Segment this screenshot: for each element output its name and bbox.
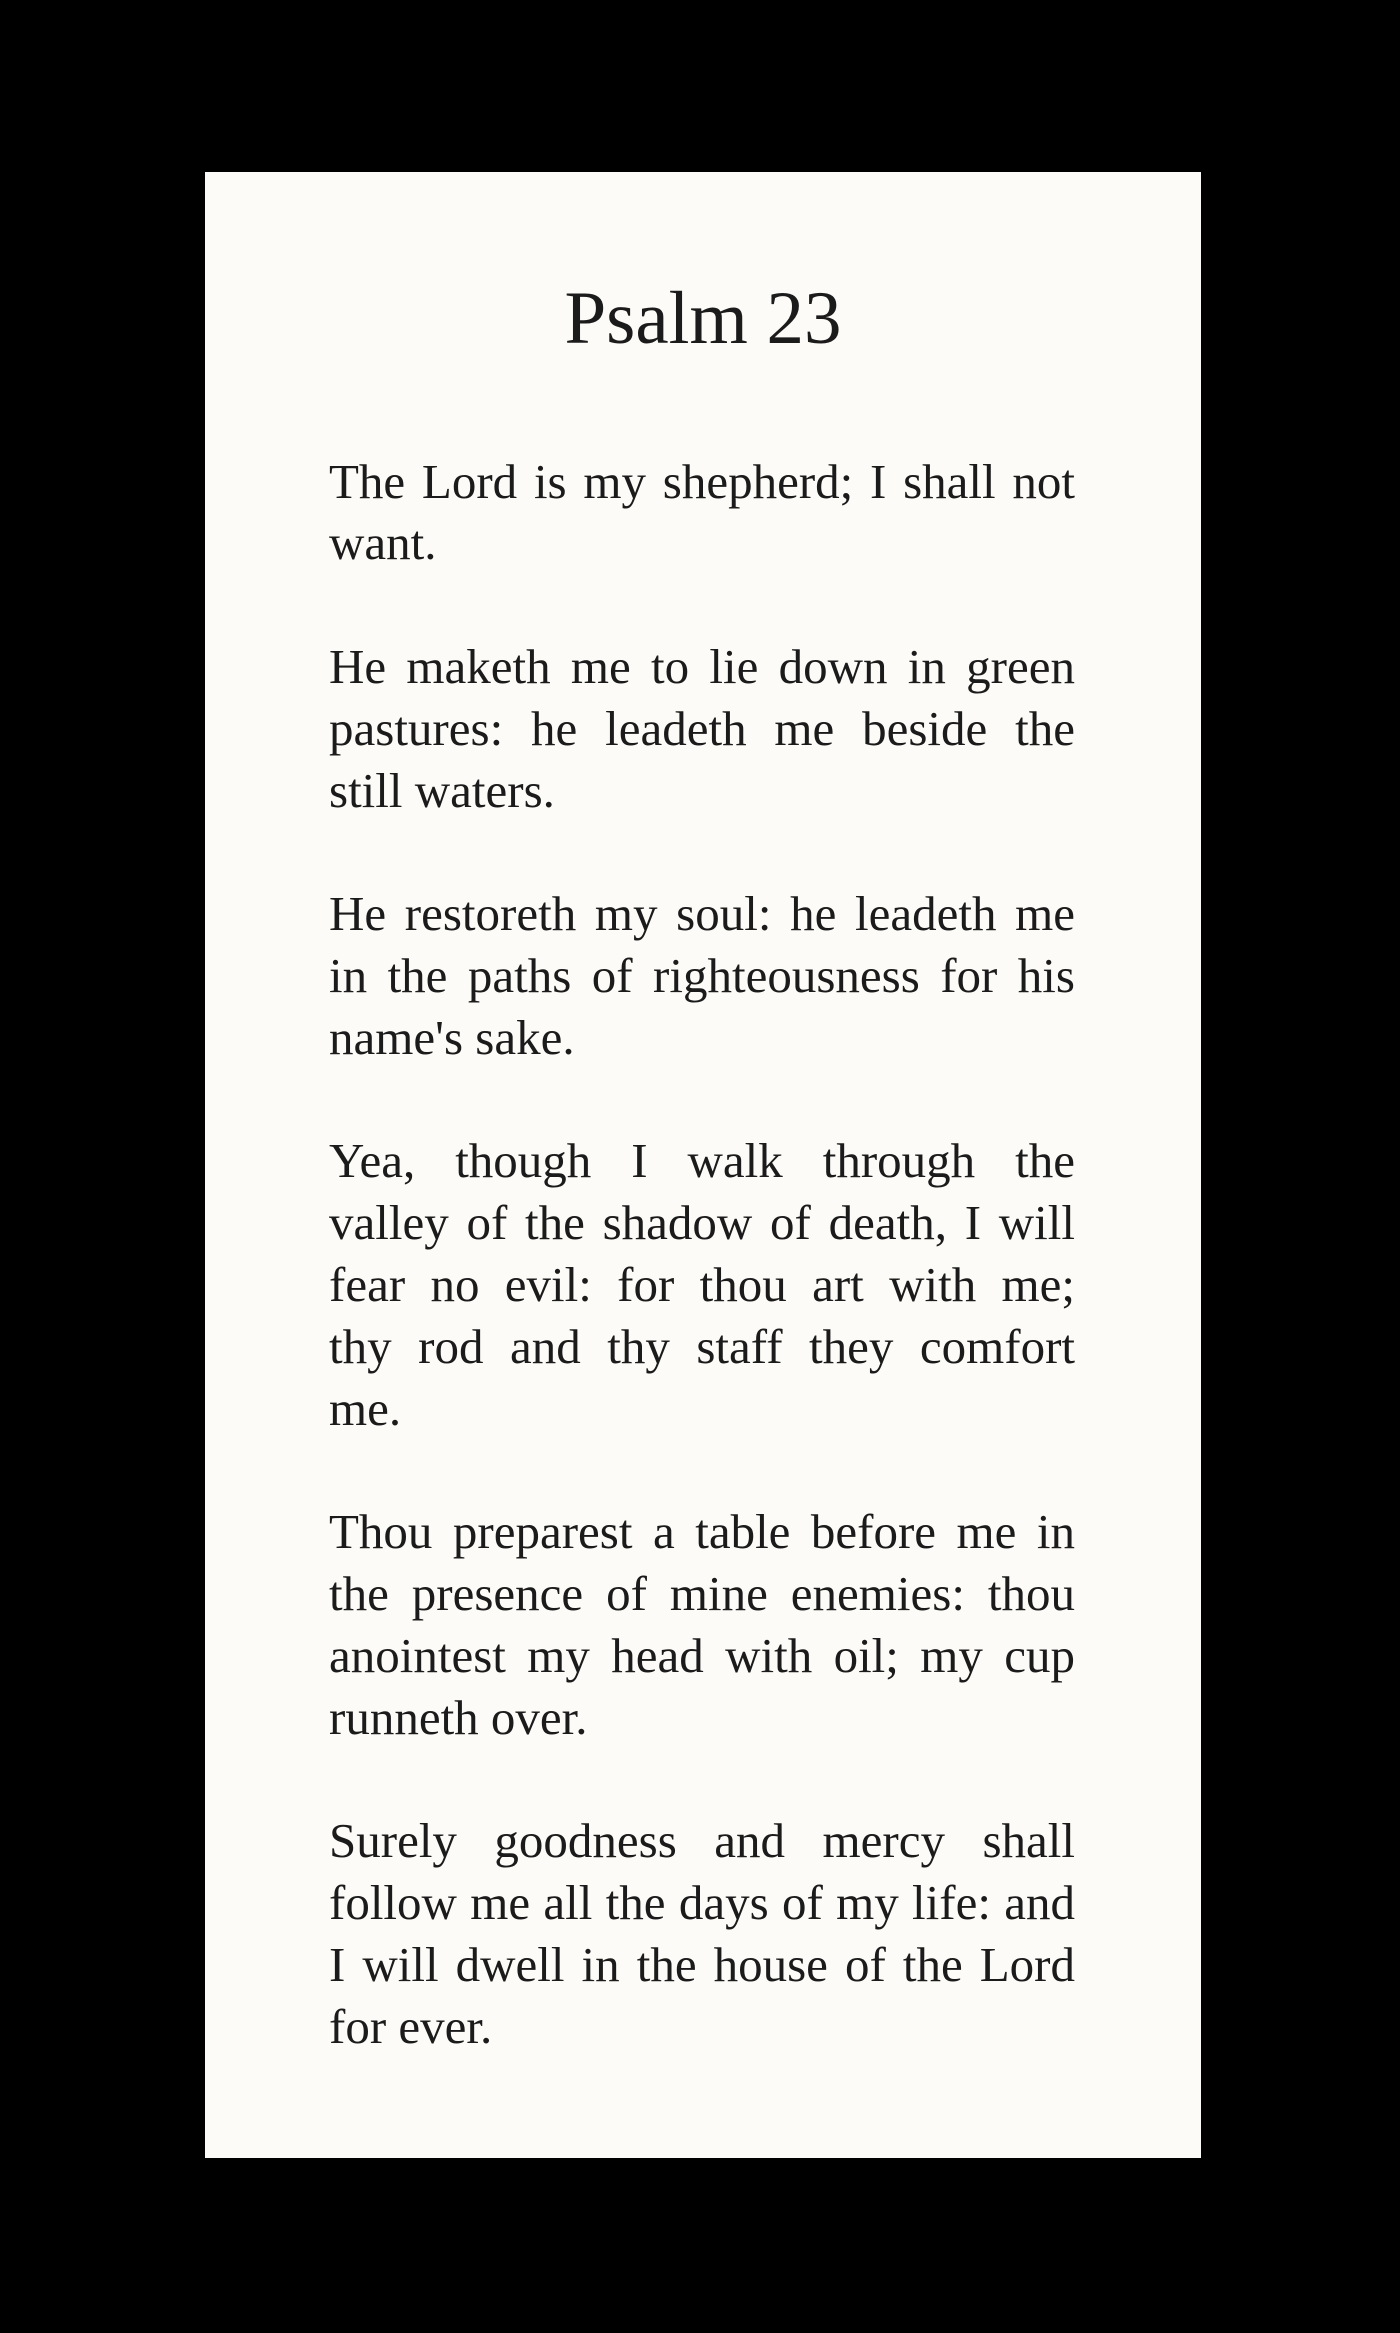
verse-line: He maketh me to lie down in green bbox=[329, 638, 1075, 694]
verse-line: for ever. bbox=[329, 1998, 493, 2054]
verse-line: valley of the shadow of death, I will bbox=[329, 1195, 1075, 1251]
verse-5 bbox=[329, 1501, 1075, 1748]
verse-line: anointest my head with oil; my cup bbox=[329, 1627, 1075, 1683]
psalm-body bbox=[329, 451, 1075, 2058]
verse-line: still waters. bbox=[329, 762, 555, 818]
verse-line: runneth over. bbox=[329, 1689, 588, 1745]
verse-line: pastures: he leadeth me beside the bbox=[329, 700, 1075, 756]
verse-line: Surely goodness and mercy shall bbox=[329, 1813, 1075, 1869]
page-title: Psalm 23 bbox=[564, 277, 842, 360]
verse-line: The Lord is my shepherd; I shall not bbox=[329, 453, 1075, 509]
verse-line: thy rod and thy staff they comfort bbox=[329, 1318, 1075, 1374]
verse-line: in the paths of righteousness for his bbox=[329, 947, 1075, 1003]
verse-line: He restoreth my soul: he leadeth me bbox=[329, 886, 1075, 942]
verse-2 bbox=[329, 636, 1075, 821]
verse-1 bbox=[329, 451, 1075, 575]
verse-line: follow me all the days of my life: and bbox=[329, 1874, 1075, 1930]
verse-6 bbox=[329, 1810, 1075, 2057]
verse-line: name's sake. bbox=[329, 1009, 575, 1065]
verse-3 bbox=[329, 883, 1075, 1068]
page-card bbox=[205, 172, 1201, 2158]
verse-4 bbox=[329, 1130, 1075, 1439]
verse-line: me. bbox=[329, 1380, 402, 1436]
verse-line: Yea, though I walk through the bbox=[329, 1133, 1075, 1189]
verse-line: want. bbox=[329, 515, 437, 571]
verse-line: I will dwell in the house of the Lord bbox=[329, 1936, 1075, 1992]
verse-line: the presence of mine enemies: thou bbox=[329, 1565, 1075, 1621]
verse-line: Thou preparest a table before me in bbox=[329, 1504, 1075, 1560]
verse-line: fear no evil: for thou art with me; bbox=[329, 1256, 1075, 1312]
